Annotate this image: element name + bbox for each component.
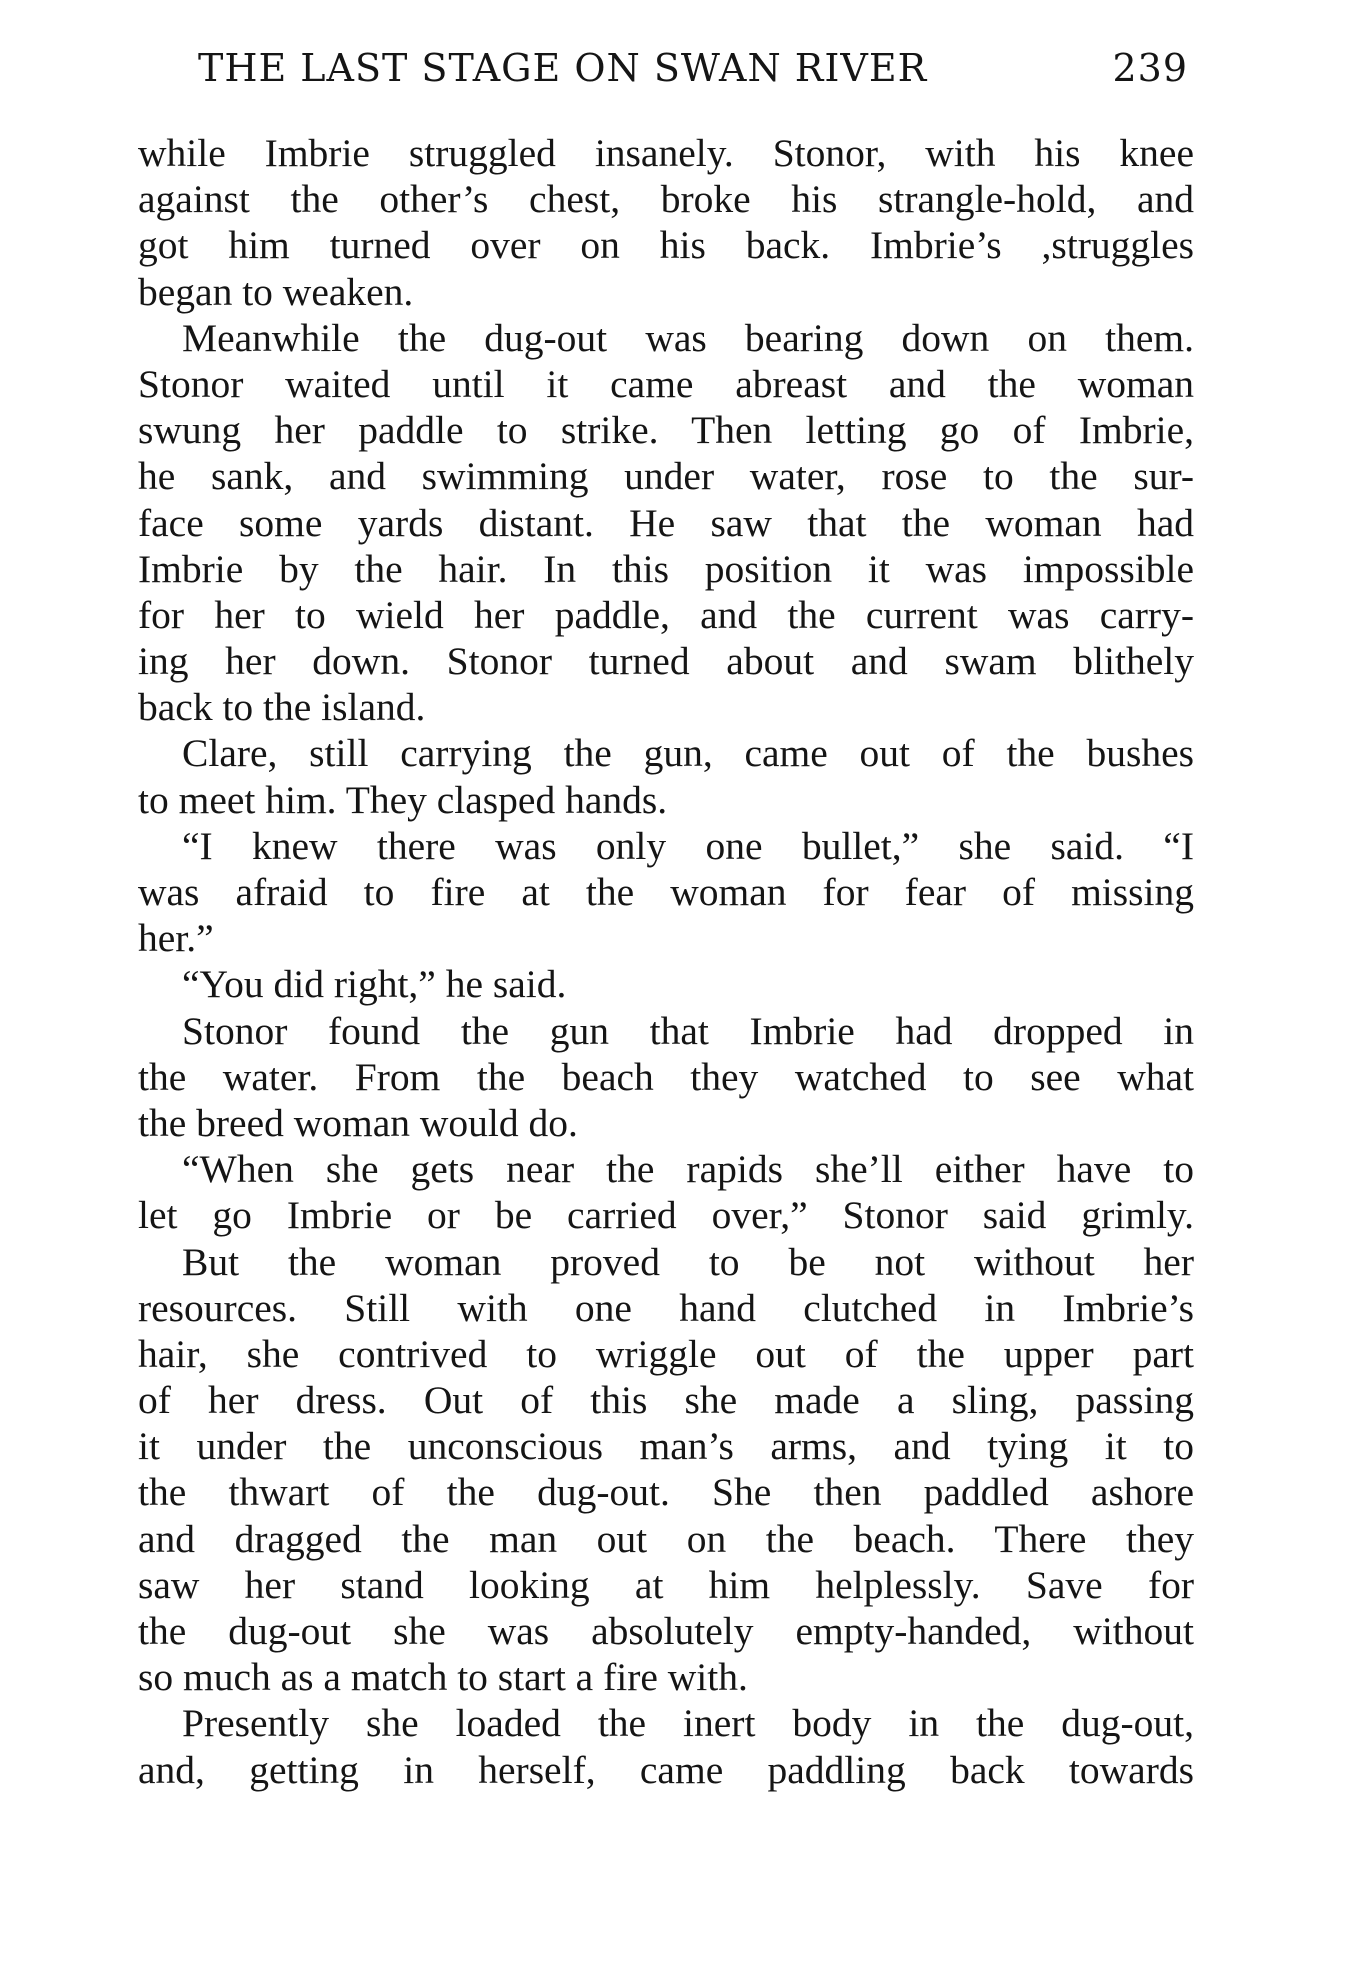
text-line: the thwart of the dug-out. She then paddled ashore bbox=[138, 1470, 1194, 1515]
text-line: the dug-out she was absolutely empty-handed, without bbox=[138, 1609, 1194, 1653]
text-line: it under the unconscious man’s arms, and tying it to bbox=[138, 1424, 1194, 1469]
text-line: and dragged the man out on the beach. There they bbox=[138, 1516, 1194, 1561]
text-line: let go Imbrie or be carried over,” Stonor said grimly. bbox=[138, 1193, 1194, 1238]
running-title: THE LAST STAGE ON SWAN RIVER bbox=[198, 46, 928, 90]
text-line: swung her paddle to strike. Then letting go of Imbrie, bbox=[138, 408, 1194, 453]
text-line: of her dress. Out of this she made a sling, passing bbox=[138, 1378, 1194, 1423]
page-number: 239 bbox=[1112, 46, 1188, 90]
text-line: back to the island. bbox=[138, 685, 426, 730]
text-line: the breed woman would do. bbox=[138, 1100, 578, 1145]
text-line: against the other’s chest, broke his strangle-hold, and bbox=[138, 177, 1194, 222]
text-line: Stonor waited until it came abreast and the woman bbox=[138, 361, 1194, 406]
text-line: for her to wield her paddle, and the current was carry- bbox=[138, 592, 1194, 637]
text-line: Clare, still carrying the gun, came out of the bushes bbox=[182, 731, 1194, 776]
text-line: he sank, and swimming under water, rose to the sur- bbox=[138, 454, 1194, 499]
text-line: Presently she loaded the inert body in the dug-out, bbox=[182, 1701, 1194, 1746]
text-line: resources. Still with one hand clutched in Imbrie’s bbox=[138, 1285, 1194, 1330]
text-line: to meet him. They clasped hands. bbox=[138, 777, 668, 822]
text-line: Meanwhile the dug-out was bearing down on them. bbox=[182, 315, 1194, 360]
text-line: Stonor found the gun that Imbrie had dropped in bbox=[182, 1008, 1194, 1053]
text-line: hair, she contrived to wriggle out of the upper part bbox=[138, 1331, 1194, 1376]
text-line: while Imbrie struggled insanely. Stonor, with his knee bbox=[138, 131, 1194, 175]
text-line: “When she gets near the rapids she’ll either have to bbox=[182, 1147, 1194, 1192]
text-line: ing her down. Stonor turned about and swam blithely bbox=[138, 639, 1194, 684]
text-line: “You did right,” he said. bbox=[182, 962, 567, 1007]
text-line: so much as a match to start a fire with. bbox=[138, 1655, 748, 1700]
text-line: Imbrie by the hair. In this position it was impossible bbox=[138, 546, 1194, 591]
text-line: began to weaken. bbox=[138, 269, 414, 314]
text-line: “I knew there was only one bullet,” she said. “I bbox=[182, 823, 1194, 868]
text-line: the water. From the beach they watched to see what bbox=[138, 1054, 1194, 1099]
text-line: face some yards distant. He saw that the woman had bbox=[138, 500, 1194, 545]
text-line: saw her stand looking at him helplessly. Save for bbox=[138, 1562, 1194, 1607]
text-line: was afraid to fire at the woman for fear of missing bbox=[138, 870, 1194, 914]
body-text bbox=[138, 130, 1194, 1793]
text-line: got him turned over on his back. Imbrie’s ,struggles bbox=[138, 223, 1194, 268]
text-line: But the woman proved to be not without her bbox=[182, 1239, 1194, 1284]
text-line: her.” bbox=[138, 916, 214, 961]
running-head bbox=[198, 38, 1188, 98]
text-line: and, getting in herself, came paddling back towards bbox=[138, 1747, 1194, 1792]
